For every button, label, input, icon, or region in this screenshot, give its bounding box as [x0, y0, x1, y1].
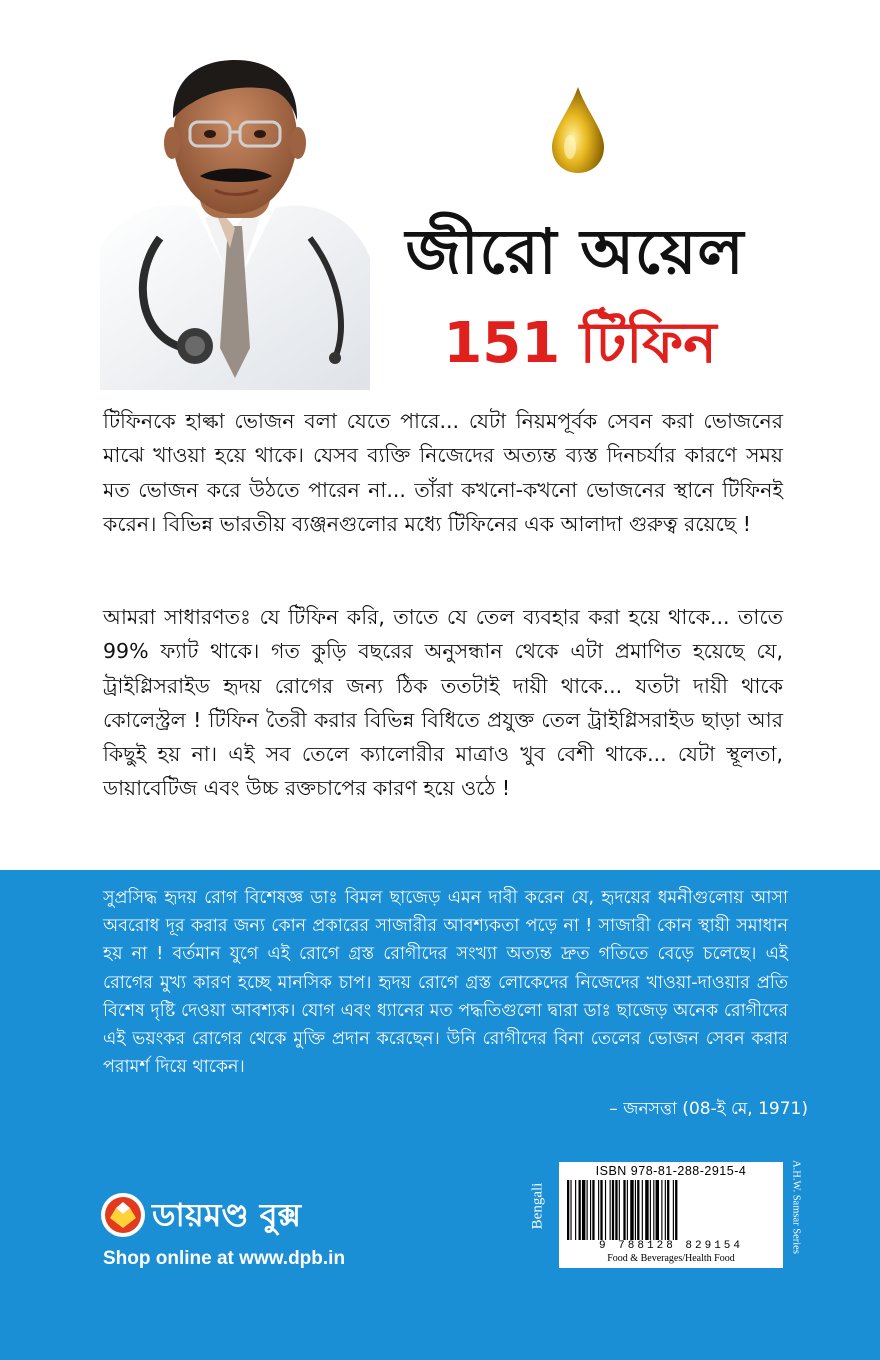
book-subtitle: 151 টিফিন — [443, 311, 717, 376]
shop-online-text: Shop online at www.dpb.in — [103, 1248, 346, 1269]
intro-paragraph-1: টিফিনকে হাল্কা ভোজন বলা যেতে পারে... যেটা নিয়মপূর্বক সেবন করা ভোজনের মাঝে খাওয়া হয়ে থাকে। যেসব ব্যক্তি নিজেদের অত্যন্ত ব্যস্ত দিনচর্যার কারণে সময় মত ভোজন করে উঠতে পারেন না... তাঁরা কখনো-কখনো ভোজনের স্থানে টিফিনই করেন। বিভিন্ন ভারতীয় ব্যঞ্জনগুলোর মধ্যে টিফিনের এক আলাদা গুরুত্ব রয়েছে ! — [103, 409, 783, 536]
book-category: Food & Beverages/Health Food — [607, 1253, 735, 1264]
isbn-text: ISBN 978-81-288-2915-4 — [595, 1164, 747, 1178]
book-title: জীরো অয়েল — [405, 215, 745, 288]
quote-source: – জনসত্তা (08-ই মে, 1971) — [609, 1099, 808, 1119]
barcode-digits: 9 788128 829154 — [598, 1240, 744, 1252]
publisher-logo — [100, 1192, 420, 1240]
barcode-box — [559, 1162, 783, 1268]
publisher-name: ডায়মণ্ড বুক্স — [152, 1196, 302, 1234]
language-label — [528, 1156, 548, 1256]
oil-drop-icon — [548, 85, 608, 175]
series-text: A.H.W. Samsar Series — [790, 1160, 802, 1254]
diamond-books-logo-icon — [100, 1192, 146, 1238]
language-text: Bengali — [529, 1182, 546, 1230]
quote-panel — [0, 870, 880, 1360]
barcode-icon — [565, 1180, 777, 1240]
author-photo — [100, 48, 370, 390]
testimonial-quote: সুপ্রসিদ্ধ হৃদয় রোগ বিশেষজ্ঞ ডাঃ বিমল ছাজেড় এমন দাবী করেন যে, হৃদয়ের ধমনীগুলোয় আসা অবরোধ দূর করার জন্য কোন প্রকারের সাজারীর আবশ্যকতা পড়ে না ! সাজারী কোন স্থায়ী সমাধান হয় না ! বর্তমান যুগে এই রোগে গ্রস্ত রোগীদের সংখ্যা অত্যন্ত দ্রুত গতিতে বেড়ে চলেছে। এই রোগের মুখ্য কারণ হচ্ছে মানসিক চাপ। হৃদয় রোগে গ্রস্ত লোকেদের নিজেদের খাওয়া-দাওয়ার প্রতি বিশেষ দৃষ্টি দেওয়া আবশ্যক। যোগ এবং ধ্যানের মত পদ্ধতিগুলো দ্বারা ডাঃ ছাজেড় অনেক রোগীদের এই ভয়ংকর রোগের থেকে মুক্তি প্রদান করেছেন। উনি রোগীদের বিনা তেলের ভোজন সেবন করার পরামর্শ দিয়ে থাকেন। — [103, 888, 788, 1078]
intro-paragraph-2: আমরা সাধারণতঃ যে টিফিন করি, তাতে যে তেল ব্যবহার করা হয়ে থাকে... তাতে 99% ফ্যাট থাকে। গত কুড়ি বছরের অনুসন্ধান থেকে এটা প্রমাণিত হয়েছে যে, ট্রাইগ্লিসরাইড হৃদয় রোগের জন্য ঠিক ততটাই দায়ী থাকে... যতটা দায়ী থাকে কোলেস্ট্রল ! টিফিন তৈরী করার বিভিন্ন বিধিতে প্রযুক্ত তেল ট্রাইগ্লিসরাইড ছাড়া আর কিছুই হয় না। এই সব তেলে ক্যালোরীর মাত্রাও খুব বেশী থাকে... যেটা স্থূলতা, ডায়াবেটিজ এবং উচ্চ রক্তচাপের কারণ হয়ে ওঠে ! — [103, 605, 783, 801]
series-label — [788, 1132, 804, 1282]
